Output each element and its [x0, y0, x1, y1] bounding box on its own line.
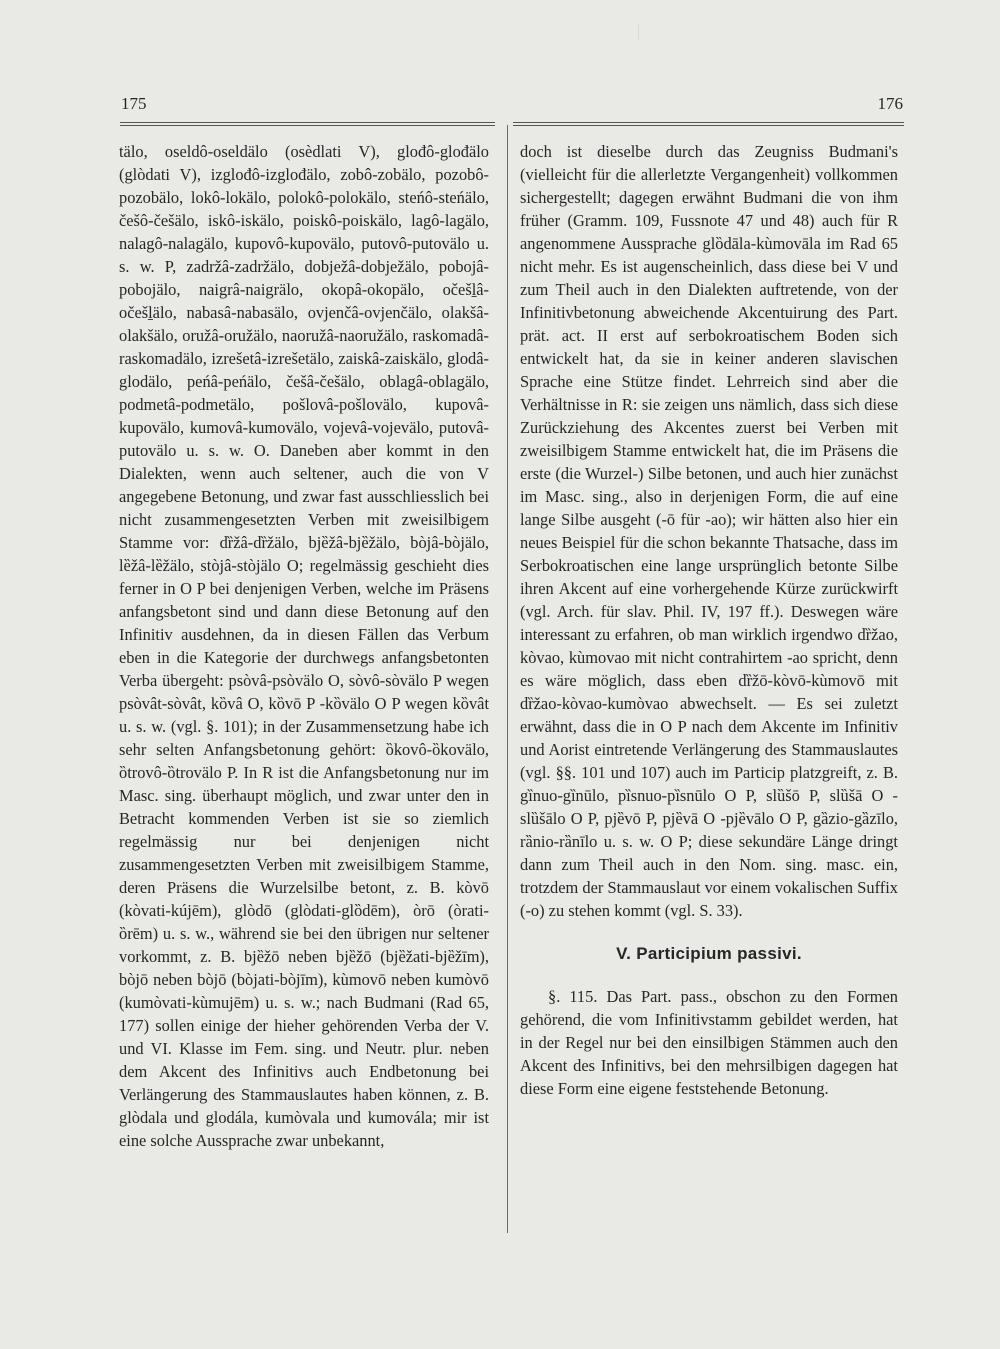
right-page-number: 176 — [877, 94, 903, 113]
left-header-rule — [120, 122, 495, 126]
right-column — [520, 140, 898, 1100]
section-heading: V. Participium passivi. — [616, 944, 802, 963]
right-header-rule — [513, 122, 904, 126]
right-paragraph-1: doch ist dieselbe durch das Zeugniss Budmani's (vielleicht für die allerletzte Vergangenheit) vollkommen sichergestellt; dagegen erwähnt Budmani die von ihm früher (Gramm. 109, Fussnote 47 und 48) auch für R angenommene Aussprache glȍdāla-kùmovāla im Rad 65 nicht mehr. Es ist augenscheinlich, dass diese bei V und zum Theil auch in den Dialekten auftretende, von der Infinitivbetonung abweichende Akcentuirung des Part. prät. act. II erst auf serbokroatischem Boden sich entwickelt hat, da sie in keiner anderen slavischen Sprache eine Stütze findet. Lehrreich sind aber die Verhältnisse in R: sie zeigen uns nämlich, dass sich diese Zurückziehung des Akcentes zuerst bei Verben mit zweisilbigem Stamme entwickelt hat, die im Präsens die erste (die Wurzel-) Silbe betonen, und auch hier zunächst im Masc. sing., also in derjenigen Form, die auf eine lange Silbe ausgeht (-ō für -ao); wir hätten also hier ein neues Beispiel für die schon bekannte Thatsache, dass im Serbokroatischen eine lange ursprünglich betonte Silbe ihren Akcent auf eine vorhergehende Kürze zurückwirft (vgl. Arch. für slav. Phil. IV, 197 ff.). Deswegen wäre interessant zu erfahren, ob man wirklich irgendwo dȑžao, kòvao, kùmovao mit nicht contrahirtem -ao spricht, denn es wäre möglich, dass eben dȑžō-kòvō-kùmovō mit dȑžao-kòvao-kumòvao abwechselt. — Es sei zuletzt erwähnt, dass die in O P nach dem Akcente im Infinitiv und Aorist eintretende Verlängerung des Stammauslautes (vgl. §§. 101 und 107) auch im Particip platzgreift, z. B. gȉnuo-gȉnūlo, pȉsnuo-pȉsnūlo O P, slȕšō P, slȕšā O -slȕšālo O P, pjȅvō P, pjȅvā O -pjȅvālo O P, gȁzio-gȁzīlo, rȁnio-rȁnīlo u. s. w. O P; diese sekundäre Länge dringt dann zum Theil auch in den Nom. sing. masc. ein, trotzdem der Stammauslaut vor einem vokalischen Suffix (-o) zu stehen kommt (vgl. S. 33). — [520, 142, 898, 920]
left-column — [119, 140, 489, 1152]
paper-mark — [638, 24, 647, 40]
left-column-text: tälo, oseldô-oseldälo (osѐdlati V), glođô-glođälo (glòdati V), izglođô-izglođälo, zobô-zobälo, pozobô-pozobälo, lokô-lokälo, polokô-polokälo, steńô-steńälo, češô-češälo, iskô-iskälo, poiskô-poiskälo, lagô-lagälo, nalagô-nalagälo, kupovô-kupovälo, putovô-putovälo u. s. w. P, zadržâ-zadržälo, dobježâ-dobježälo, pobojâ-pobojälo, naigrâ-naigrälo, okopâ-okopälo, očešḻâ-očešḻälo, nabasâ-nabasälo, ovjenčâ-ovjenčälo, olakšâ-olakšälo, oružâ-oružälo, naoružâ-naoružälo, raskomadâ-raskomadälo, izrešetâ-izrešetälo, zaiskâ-zaiskälo, glodâ-glodälo, peńâ-peńälo, češâ-češälo, oblagâ-oblagälo, podmetâ-podmetälo, pošlovâ-pošlovälo, kupovâ-kupovälo, kumovâ-kumovälo, vojevâ-vojevälo, putovâ-putovälo u. s. w. O. Daneben aber kommt in den Dialekten, wenn auch seltener, auch die von V angegebene Betonung, und zwar fast ausschliesslich bei nicht zusammengesetzten Verben mit zweisilbigem Stamme vor: dȑžâ-dȑžälo, bjȅžâ-bjȅžälo, bòjâ-bòjälo, lȅžâ-lȅžälo, stòjâ-stòjälo O; regelmässig geschieht dies ferner in O P bei denjenigen Verben, welche im Präsens anfangsbetont sind und dann diese Betonung auf den Infinitiv ausdehnen, da in diesen Fällen das Verbum eben in die Kategorie der durchwegs anfangsbetonten Verba übergeht: psòvâ-psòvälo O, sòvô-sòvälo P wegen psòvât-sòvât, kȍvâ O, kȍvō P -kȍvälo O P wegen kȍvât u. s. w. (vgl. §. 101); in der Zusammensetzung habe ich sehr selten Anfangsbetonung gehört: ȍkovô-ȍkovälo, ȍtrovô-ȍtrovälo P. In R ist die Anfangsbetonung nur im Masc. sing. überhaupt möglich, und zwar unter den in Betracht kommenden Verben ist sie so ziemlich regelmässig nur bei denjenigen nicht zusammengesetzten Verben mit zweisilbigem Stamme, deren Präsens die Wurzelsilbe betont, z. B. kòvō (kòvati-kújēm), glòdō (glòdati-glȍdēm), òrō (òrati-ȍrēm) u. s. w., während sie bei den übrigen nur seltener vorkommt, z. B. bjȅžō neben bjȅžō (bjȅžati-bjȅžīm), bòjō neben bòjō (bòjati-bòjīm), kùmovō neben kumòvō (kumòvati-kùmujēm) u. s. w.; nach Budmani (Rad 65, 177) sollen einige der hieher gehörenden Verba der V. und VI. Klasse im Fem. sing. und Neutr. plur. neben dem Akcent des Infinitivs auch Endbetonung bei Verlängerung des Stammauslautes haben können, z. B. glòdala und glodála, kumòvala und kumovála; mir ist eine solche Aussprache zwar unbekannt, — [119, 142, 489, 1150]
column-divider — [507, 125, 508, 1233]
left-page-number: 175 — [121, 94, 147, 113]
right-paragraph-2: §. 115. Das Part. pass., obschon zu den Formen gehörend, die vom Infinitivstamm gebildet werden, hat in der Regel nur bei den einsilbigen Stämmen auch den Akcent des Infinitivs, bei den mehrsilbigen dagegen hat diese Form eine eigene feststehende Betonung. — [520, 987, 898, 1098]
